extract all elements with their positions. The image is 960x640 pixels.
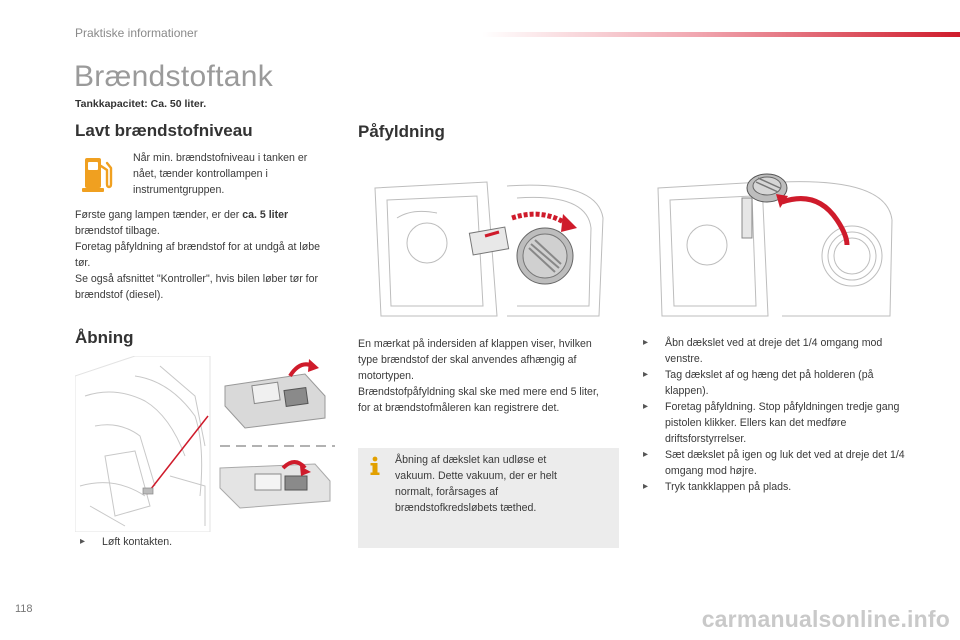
info-icon bbox=[369, 456, 381, 476]
low-fuel-line2: Foretag påfyldning af brændstof for at undgå at løbe tør. bbox=[75, 241, 320, 269]
bullet-icon: ▸ bbox=[80, 536, 86, 547]
low-fuel-para-bold: ca. 5 liter bbox=[242, 209, 289, 221]
low-fuel-para-prefix: Første gang lampen tænder, er der bbox=[75, 209, 243, 221]
opening-title: Åbning bbox=[75, 328, 134, 347]
section-header: Praktiske informationer bbox=[75, 26, 198, 40]
page-title: Brændstoftank bbox=[74, 60, 274, 93]
bullet-icon: ▸ bbox=[643, 369, 649, 380]
low-fuel-paragraph bbox=[75, 207, 330, 303]
filling-step: ▸ Tag dækslet af og hæng det på holderen (på klappen). bbox=[643, 369, 874, 397]
filling-title: Påfyldning bbox=[358, 122, 445, 141]
filling-step: ▸ Foretag påfyldning. Stop påfyldningen tredje gang pistolen klikker. Ellers kan det medføre driftsforstyrrelser. bbox=[643, 401, 900, 445]
tank-capacity: Tankkapacitet: Ca. 50 liter. bbox=[75, 98, 207, 110]
fuel-flap-illustration-1 bbox=[367, 178, 607, 320]
low-fuel-para-suffix: brændstof tilbage. bbox=[75, 225, 160, 237]
fuel-flap-illustration-2 bbox=[652, 160, 902, 320]
info-box bbox=[358, 448, 619, 548]
opening-step bbox=[80, 534, 172, 550]
filling-para2: Brændstofpåfyldning skal ske med mere end 5 liter, for at brændstofmåleren kan registrere det. bbox=[358, 386, 599, 414]
filling-paragraph bbox=[358, 336, 613, 416]
filling-step: ▸ Sæt dækslet på igen og luk det ved at dreje det 1/4 omgang mod højre. bbox=[643, 449, 905, 477]
low-fuel-title: Lavt brændstofniveau bbox=[75, 121, 253, 140]
filling-steps bbox=[643, 335, 908, 495]
watermark: carmanualsonline.info bbox=[701, 606, 950, 632]
bullet-icon: ▸ bbox=[643, 481, 649, 492]
low-fuel-icon-text: Når min. brændstofniveau i tanken er nået, tænder kontrollampen i instrumentgruppen. bbox=[133, 152, 308, 196]
filling-step: ▸ Tryk tankklappen på plads. bbox=[643, 481, 792, 493]
info-text: Åbning af dækslet kan udløse et vakuum. Dette vakuum, der er helt normalt, forårsages af brændstofkredsløbets tæthed. bbox=[395, 454, 557, 514]
bullet-icon: ▸ bbox=[643, 401, 649, 412]
page-number: 118 bbox=[15, 603, 33, 615]
filling-para1: En mærkat på indersiden af klappen viser, hvilken type brændstof der skal anvendes afhængig af motortypen. bbox=[358, 338, 592, 382]
fuel-pump-icon bbox=[78, 152, 118, 196]
filling-step: ▸ Åbn dækslet ved at dreje det 1/4 omgang mod venstre. bbox=[643, 337, 883, 365]
bullet-icon: ▸ bbox=[643, 449, 649, 460]
header-accent-bar bbox=[482, 32, 960, 37]
bullet-icon: ▸ bbox=[643, 337, 649, 348]
opening-illustration bbox=[75, 356, 337, 532]
low-fuel-line3: Se også afsnittet "Kontroller", hvis bilen løber tør for brændstof (diesel). bbox=[75, 273, 319, 301]
opening-step-text: Løft kontakten. bbox=[102, 536, 173, 548]
